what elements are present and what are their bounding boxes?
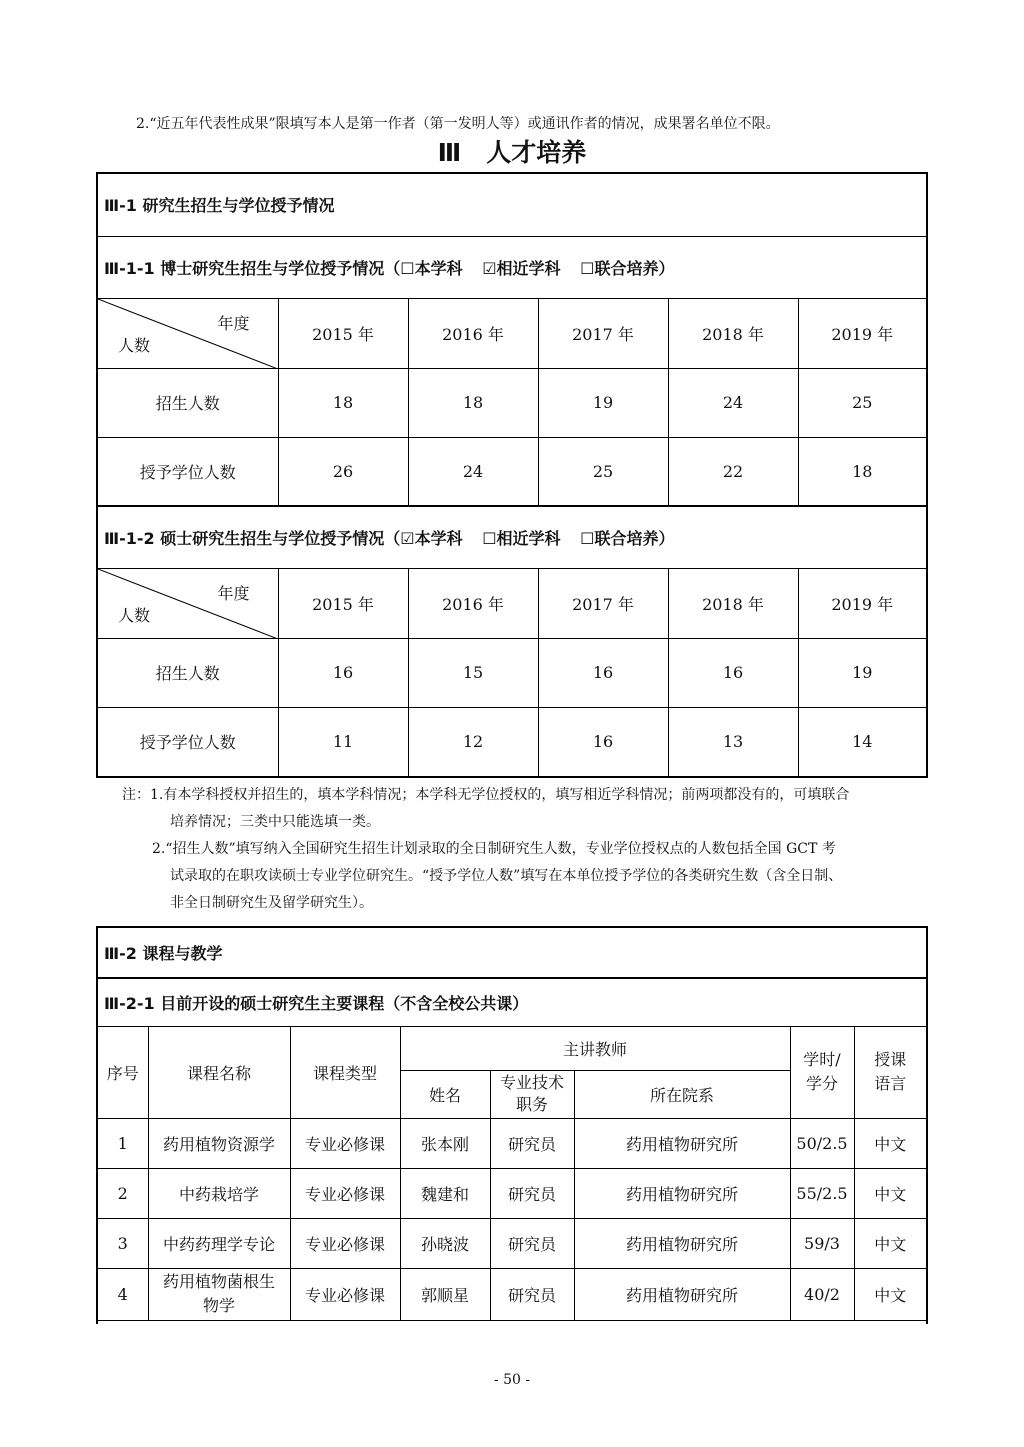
year-cell: 2015 年 — [278, 298, 408, 368]
value-cell: 25 — [538, 437, 668, 506]
note-1a: 注：1.有本学科授权并招生的，填本学科情况；本学科无学位授权的，填写相近学科情况；前两项都没有的，可填联合 — [122, 787, 850, 803]
value-cell: 18 — [408, 368, 538, 437]
cell-hours: 40/2 — [790, 1268, 854, 1320]
cell-hours: 50/2.5 — [790, 1118, 854, 1168]
cell-hours: 55/2.5 — [790, 1168, 854, 1218]
table-row — [98, 1118, 926, 1168]
note-2b: 试录取的在职攻读硕士专业学位研究生。“授予学位人数”填写在本单位授予学位的各类研究生数（含全日制、 — [170, 868, 843, 884]
col-teacher-name: 姓名 — [400, 1070, 490, 1118]
corner-year-label: 年度 — [217, 313, 250, 333]
page-number: - 50 - — [493, 1372, 531, 1388]
checkbox-master-own[interactable]: ☑ — [400, 528, 415, 548]
year-cell: 2016 年 — [408, 568, 538, 638]
phd-corner — [98, 298, 278, 368]
phd-header — [98, 236, 926, 298]
value-cell: 16 — [278, 638, 408, 707]
cell-hours: 59/3 — [790, 1218, 854, 1268]
year-cell: 2015 年 — [278, 568, 408, 638]
courses-subheader: Ⅲ-2-1 目前开设的硕士研究生主要课程（不含全校公共课） — [98, 978, 926, 1026]
cell-teacher-name: 魏建和 — [400, 1168, 490, 1218]
year-cell: 2019 年 — [798, 298, 926, 368]
value-cell: 18 — [278, 368, 408, 437]
master-close: ） — [658, 528, 675, 548]
checkbox-phd-related[interactable]: ☑ — [482, 258, 497, 278]
enrollment-table — [98, 174, 926, 776]
cell-teacher-name: 孙晓波 — [400, 1218, 490, 1268]
section-header-3-1: Ⅲ-1 研究生招生与学位授予情况 — [98, 174, 926, 236]
value-cell: 25 — [798, 368, 926, 437]
corner-count-label: 人数 — [118, 605, 151, 625]
col-hours: 学时/学分 — [790, 1026, 854, 1118]
course-box — [96, 926, 928, 1324]
checkbox-label: 联合培养 — [594, 528, 659, 548]
top-note: 2.“近五年代表性成果”限填写本人是第一作者（第一发明人等）或通讯作者的情况，成果署名单位不限。 — [136, 116, 780, 132]
cell-dept: 药用植物研究所 — [574, 1268, 790, 1320]
cell-course-name: 中药栽培学 — [148, 1168, 290, 1218]
checkbox-label: 相近学科 — [496, 258, 561, 278]
value-cell: 12 — [408, 707, 538, 776]
year-cell: 2017 年 — [538, 298, 668, 368]
value-cell: 16 — [538, 707, 668, 776]
cell-lang: 中文 — [854, 1118, 926, 1168]
cell-course-type: 专业必修课 — [290, 1168, 400, 1218]
col-course-name: 课程名称 — [148, 1026, 290, 1118]
value-cell: 15 — [408, 638, 538, 707]
checkbox-phd-joint[interactable]: ☐ — [580, 258, 595, 278]
year-cell: 2016 年 — [408, 298, 538, 368]
corner-year-label: 年度 — [217, 583, 250, 603]
value-cell: 16 — [668, 638, 798, 707]
value-cell: 14 — [798, 707, 926, 776]
master-title: Ⅲ-1-2 硕士研究生招生与学位授予情况（ — [104, 528, 401, 548]
section-header-3-2: Ⅲ-2 课程与教学 — [98, 928, 926, 978]
cell-teacher-name: 张本刚 — [400, 1118, 490, 1168]
cell-course-type: 专业必修课 — [290, 1268, 400, 1320]
cell-lang: 中文 — [854, 1268, 926, 1320]
cell-no: 3 — [98, 1218, 148, 1268]
checkbox-label: 本学科 — [414, 258, 463, 278]
cell-teacher-title: 研究员 — [490, 1268, 574, 1320]
value-cell: 26 — [278, 437, 408, 506]
phd-close: ） — [658, 258, 675, 278]
checkbox-label: 相近学科 — [496, 528, 561, 548]
col-no: 序号 — [98, 1026, 148, 1118]
col-course-type: 课程类型 — [290, 1026, 400, 1118]
checkbox-phd-own[interactable]: ☐ — [400, 258, 415, 278]
value-cell: 18 — [798, 437, 926, 506]
course-table — [98, 928, 926, 1321]
row-label: 招生人数 — [98, 368, 278, 437]
value-cell: 13 — [668, 707, 798, 776]
cell-dept: 药用植物研究所 — [574, 1118, 790, 1168]
col-teacher-title: 专业技术职务 — [490, 1070, 574, 1118]
master-header — [98, 506, 926, 568]
cell-dept: 药用植物研究所 — [574, 1218, 790, 1268]
year-cell: 2019 年 — [798, 568, 926, 638]
col-lang: 授课语言 — [854, 1026, 926, 1118]
cell-no: 4 — [98, 1268, 148, 1320]
cell-teacher-title: 研究员 — [490, 1218, 574, 1268]
enrollment-box — [96, 172, 928, 778]
note-2a: 2.“招生人数”填写纳入全国研究生招生计划录取的全日制研究生人数，专业学位授权点的人数包括全国 GCT 考 — [152, 841, 836, 857]
phd-title: Ⅲ-1-1 博士研究生招生与学位授予情况（ — [104, 258, 401, 278]
corner-count-label: 人数 — [118, 335, 151, 355]
cell-course-name: 中药药理学专论 — [148, 1218, 290, 1268]
year-cell: 2018 年 — [668, 298, 798, 368]
row-label: 授予学位人数 — [98, 707, 278, 776]
table-row — [98, 1168, 926, 1218]
value-cell: 16 — [538, 638, 668, 707]
section-title: Ⅲ 人才培养 — [437, 138, 587, 167]
notes — [122, 782, 922, 917]
cell-dept: 药用植物研究所 — [574, 1168, 790, 1218]
checkbox-master-joint[interactable]: ☐ — [580, 528, 595, 548]
master-corner — [98, 568, 278, 638]
cell-course-name: 药用植物资源学 — [148, 1118, 290, 1168]
year-cell: 2018 年 — [668, 568, 798, 638]
cell-lang: 中文 — [854, 1168, 926, 1218]
cell-teacher-title: 研究员 — [490, 1168, 574, 1218]
value-cell: 11 — [278, 707, 408, 776]
value-cell: 24 — [668, 368, 798, 437]
checkbox-label: 本学科 — [414, 528, 463, 548]
col-dept: 所在院系 — [574, 1070, 790, 1118]
table-row — [98, 1268, 926, 1320]
checkbox-master-related[interactable]: ☐ — [482, 528, 497, 548]
cell-teacher-name: 郭顺星 — [400, 1268, 490, 1320]
row-label: 招生人数 — [98, 638, 278, 707]
value-cell: 24 — [408, 437, 538, 506]
row-label: 授予学位人数 — [98, 437, 278, 506]
year-cell: 2017 年 — [538, 568, 668, 638]
value-cell: 19 — [538, 368, 668, 437]
table-row — [98, 1218, 926, 1268]
value-cell: 22 — [668, 437, 798, 506]
cell-course-name: 药用植物菌根生物学 — [148, 1268, 290, 1320]
checkbox-label: 联合培养 — [594, 258, 659, 278]
cell-course-type: 专业必修课 — [290, 1218, 400, 1268]
col-teacher: 主讲教师 — [400, 1026, 790, 1070]
cell-no: 2 — [98, 1168, 148, 1218]
value-cell: 19 — [798, 638, 926, 707]
cell-lang: 中文 — [854, 1218, 926, 1268]
note-1b: 培养情况；三类中只能选填一类。 — [170, 814, 380, 830]
note-2c: 非全日制研究生及留学研究生）。 — [170, 895, 373, 911]
cell-course-type: 专业必修课 — [290, 1118, 400, 1168]
cell-teacher-title: 研究员 — [490, 1118, 574, 1168]
cell-no: 1 — [98, 1118, 148, 1168]
